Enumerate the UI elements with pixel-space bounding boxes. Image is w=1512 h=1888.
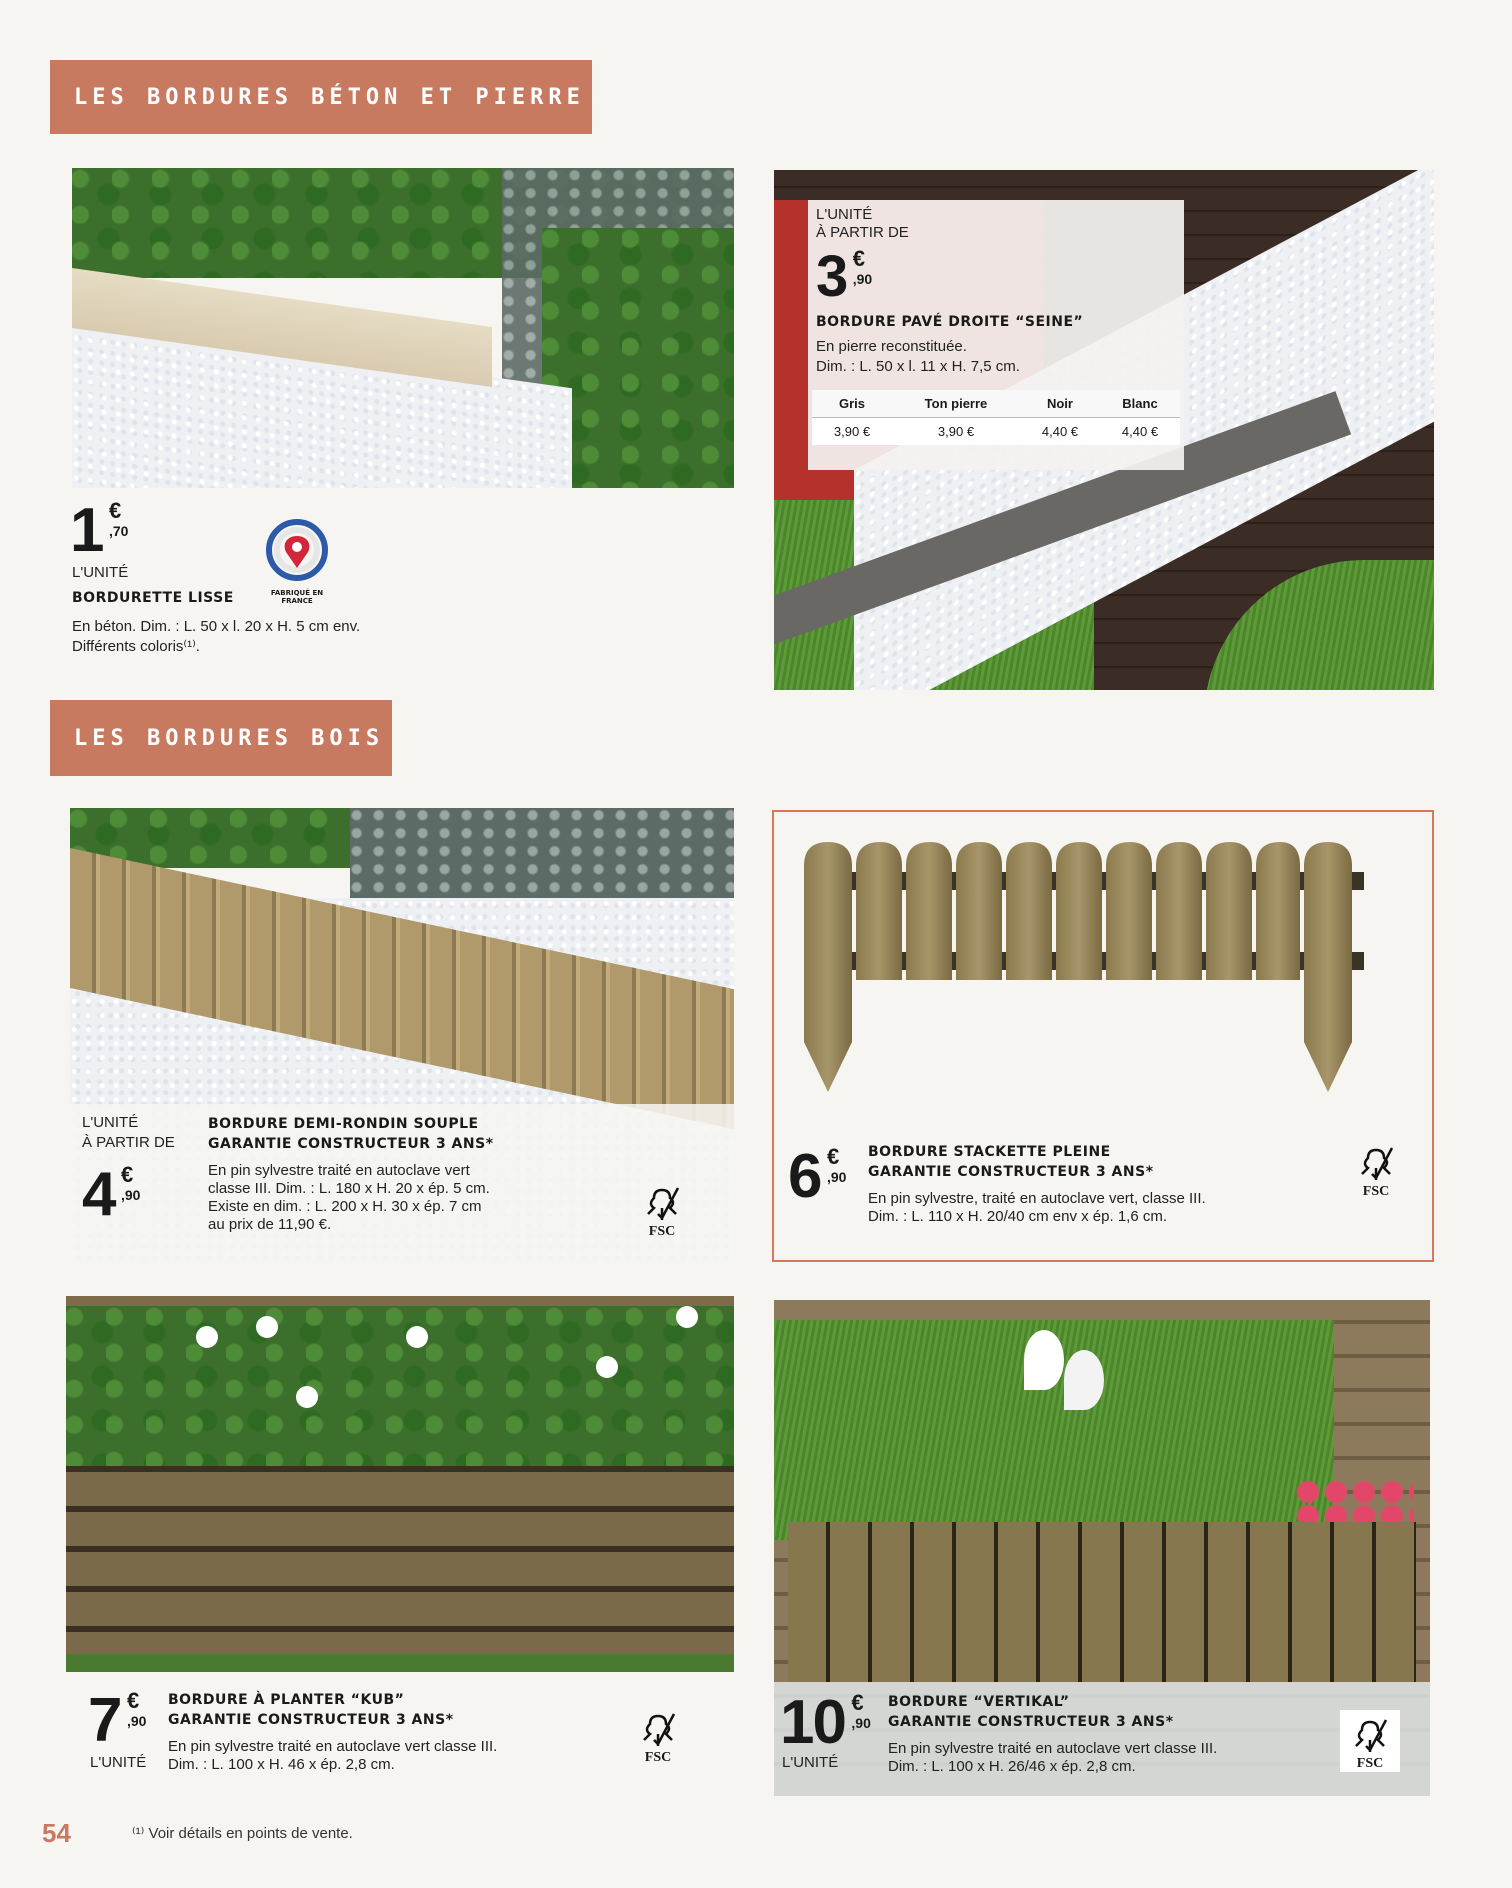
product-desc-kub-2: Dim. : L. 100 x H. 46 x ép. 2,8 cm.	[168, 1756, 395, 1773]
section-title-beton: LES BORDURES BÉTON ET PIERRE	[74, 84, 585, 110]
currency-symbol: €	[826, 1144, 840, 1169]
tree-check-icon	[1354, 1144, 1398, 1184]
product-desc-demi-rondin-3: Existe en dim. : L. 200 x H. 30 x ép. 7 cm	[208, 1198, 482, 1215]
fsc-logo	[632, 1178, 692, 1240]
fsc-label: FSC	[1356, 1756, 1384, 1771]
product-desc-seine-2: Dim. : L. 50 x l. 11 x H. 7,5 cm.	[816, 358, 1020, 375]
price-stackette	[788, 1142, 847, 1211]
unit-label-borderette: L'UNITÉ	[72, 564, 129, 581]
product-desc-demi-rondin-1: En pin sylvestre traité en autoclave vert	[208, 1162, 470, 1179]
price-cents: ,90	[120, 1187, 141, 1203]
seine-variants-table	[812, 390, 1180, 445]
map-pin-france-icon	[262, 516, 332, 582]
product-title-vertikal-1: BORDURE “VERTIKAL”	[888, 1694, 1070, 1710]
currency-symbol: €	[852, 246, 865, 271]
table-cell: 4,40 €	[1100, 418, 1180, 446]
product-title-vertikal-2: GARANTIE CONSTRUCTEUR 3 ANS*	[888, 1714, 1174, 1730]
unit-label-demi-rondin: L'UNITÉ	[82, 1114, 139, 1131]
product-card-stackette	[772, 810, 1434, 1262]
price-cents: ,90	[851, 1715, 871, 1731]
product-title-borderette: BORDURETTE LISSE	[72, 590, 234, 606]
product-title-stackette-2: GARANTIE CONSTRUCTEUR 3 ANS*	[868, 1164, 1154, 1180]
price-integer: 3	[816, 244, 847, 309]
fsc-logo	[1346, 1138, 1406, 1200]
made-in-france-logo	[262, 516, 342, 612]
table-header: Blanc	[1100, 390, 1180, 418]
price-cents: ,70	[108, 523, 129, 539]
unit-label-seine: L'UNITÉ	[816, 206, 873, 223]
table-cell: 4,40 €	[1020, 418, 1100, 446]
table-header: Noir	[1020, 390, 1100, 418]
price-cents: ,90	[126, 1713, 147, 1729]
product-title-demi-rondin-2: GARANTIE CONSTRUCTEUR 3 ANS*	[208, 1136, 494, 1152]
unit-label-kub: L'UNITÉ	[90, 1754, 147, 1771]
table-cell: 3,90 €	[892, 418, 1020, 446]
section-banner-beton	[50, 60, 592, 134]
fsc-label: FSC	[1362, 1184, 1390, 1199]
price-cents: ,90	[826, 1169, 847, 1185]
product-desc-stackette-1: En pin sylvestre, traité en autoclave vert, classe III.	[868, 1190, 1206, 1207]
product-photo-borderette	[72, 168, 734, 488]
fsc-logo	[628, 1704, 688, 1766]
fsc-label: FSC	[648, 1224, 676, 1239]
section-title-bois: LES BORDURES BOIS	[74, 725, 385, 751]
unit-label-vertikal: L'UNITÉ	[782, 1754, 839, 1771]
price-seine	[816, 244, 873, 309]
made-in-france-text: FABRIQUÉ EN FRANCE	[270, 589, 324, 605]
table-header: Ton pierre	[892, 390, 1020, 418]
fsc-logo	[1340, 1710, 1400, 1772]
product-desc-borderette-2: Différents coloris⁽¹⁾.	[72, 638, 200, 655]
tree-check-icon	[636, 1710, 680, 1750]
page-number: 54	[42, 1818, 71, 1848]
section-banner-bois	[50, 700, 392, 776]
product-desc-stackette-2: Dim. : L. 110 x H. 20/40 cm env x ép. 1,6 cm.	[868, 1208, 1168, 1225]
currency-symbol: €	[108, 498, 122, 523]
product-desc-demi-rondin-4: au prix de 11,90 €.	[208, 1216, 332, 1233]
product-title-kub-1: BORDURE À PLANTER “KUB”	[168, 1692, 405, 1708]
product-desc-borderette-1: En béton. Dim. : L. 50 x l. 20 x H. 5 cm env.	[72, 618, 361, 635]
seine-info-card	[808, 200, 1184, 470]
footnote: ⁽¹⁾ Voir détails en points de vente.	[132, 1825, 353, 1842]
product-desc-vertikal-2: Dim. : L. 100 x H. 26/46 x ép. 2,8 cm.	[888, 1758, 1136, 1775]
from-label-seine: À PARTIR DE	[816, 224, 909, 241]
table-row	[812, 418, 1180, 446]
product-photo-stackette	[794, 842, 1394, 1122]
product-photo-kub	[66, 1296, 734, 1672]
currency-symbol: €	[851, 1690, 864, 1715]
product-title-seine: BORDURE PAVÉ DROITE “SEINE”	[816, 314, 1084, 330]
product-title-stackette-1: BORDURE STACKETTE PLEINE	[868, 1144, 1111, 1160]
from-label-demi-rondin: À PARTIR DE	[82, 1134, 175, 1151]
tree-check-icon	[1348, 1716, 1392, 1756]
price-integer: 1	[70, 496, 103, 565]
product-desc-demi-rondin-2: classe III. Dim. : L. 180 x H. 20 x ép. 5 cm.	[208, 1180, 490, 1197]
price-integer: 6	[788, 1142, 821, 1211]
currency-symbol: €	[126, 1688, 140, 1713]
price-demi-rondin	[82, 1160, 141, 1229]
tree-check-icon	[640, 1184, 684, 1224]
product-title-kub-2: GARANTIE CONSTRUCTEUR 3 ANS*	[168, 1712, 454, 1728]
price-integer: 7	[88, 1686, 121, 1755]
price-kub	[88, 1686, 147, 1755]
product-desc-vertikal-1: En pin sylvestre traité en autoclave vert classe III.	[888, 1740, 1218, 1757]
product-desc-seine-1: En pierre reconstituée.	[816, 338, 967, 355]
price-vertikal	[780, 1688, 871, 1757]
price-borderette	[70, 496, 129, 565]
price-integer: 10	[780, 1688, 845, 1757]
price-cents: ,90	[852, 271, 873, 287]
product-desc-kub-1: En pin sylvestre traité en autoclave vert classe III.	[168, 1738, 498, 1755]
currency-symbol: €	[120, 1162, 134, 1187]
table-header: Gris	[812, 390, 892, 418]
price-integer: 4	[82, 1160, 115, 1229]
product-title-demi-rondin-1: BORDURE DEMI-RONDIN SOUPLE	[208, 1116, 479, 1132]
fsc-label: FSC	[644, 1750, 672, 1765]
table-cell: 3,90 €	[812, 418, 892, 446]
